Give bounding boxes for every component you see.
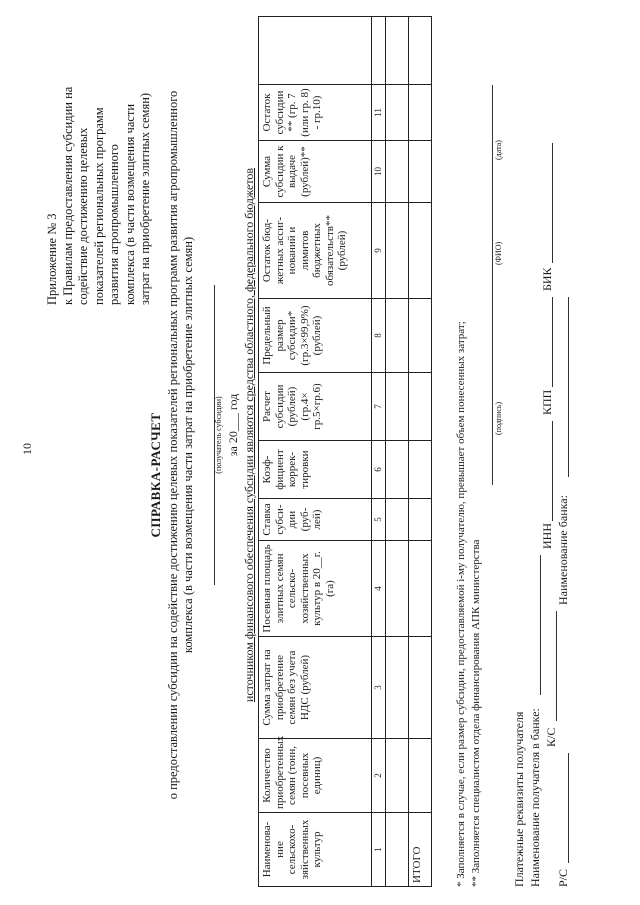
- subtitle-line: комплекса (в части возмещения части затрат на приобретение элитных семян): [181, 236, 195, 654]
- appendix-heading: Приложение № 3: [45, 213, 59, 305]
- header-cell: Предельный размер субсидии* (гр.3×99,9%) (рублей): [259, 299, 372, 373]
- appendix-line: комплекса (в части возмещения части: [122, 103, 137, 305]
- document-subtitle: [166, 45, 196, 845]
- fio-caption: (ФИО): [494, 241, 503, 265]
- appendix-line: развития агропромышленного: [107, 144, 121, 305]
- header-cell: Остаток субсидии ** (гр. 7 (или гр. 8) - гр.10): [259, 85, 372, 141]
- date-caption: (дата): [494, 140, 503, 160]
- number-cell: 3: [372, 637, 386, 739]
- header-cell: Ставка субси-дии (руб-лей): [259, 499, 372, 541]
- appendix-line: затрат на приобретение элитных семян): [138, 92, 152, 305]
- header-cell: Сумма затрат на приобретение семян без учета НДС (рублей): [259, 637, 372, 739]
- table-row: [385, 17, 408, 887]
- header-cell: Остаток бюд-жетных ассиг-нований и лимитов бюджетных обязательств** (рублей): [259, 203, 372, 299]
- number-cell: 2: [372, 739, 386, 813]
- header-cell: Коэф-фициент коррек-тировки: [259, 441, 372, 499]
- appendix-line: показателей региональных программ: [91, 107, 106, 305]
- number-cell: 10: [372, 141, 386, 203]
- bik-label: БИК: [540, 267, 554, 291]
- recipient-caption: (получатель субсидии): [214, 396, 223, 474]
- header-cell: Сумма субсидии к выдаче (рублей)**: [259, 141, 372, 203]
- number-cell-empty: [372, 17, 386, 85]
- bik-blank: [540, 143, 553, 263]
- kpp-label: КПП: [540, 389, 554, 415]
- footnote-1: * Заполняется в случае, если размер субсидии, предоставляемой i-му получателю, превышает объем понесенных затрат;: [455, 321, 467, 887]
- rs-blank: [556, 753, 569, 863]
- number-cell: 1: [372, 813, 386, 887]
- header-cell: Посевная площадь элитных семян сельско-хозяйственных культур в 20__г.(га): [259, 541, 372, 637]
- table-header-row: [259, 17, 372, 887]
- calculation-table: [258, 16, 432, 887]
- header-cell: Количество приобретенных семян (тонн, посевных единиц): [259, 739, 372, 813]
- number-cell: 7: [372, 373, 386, 441]
- document-title: СПРАВКА-РАСЧЕТ: [148, 412, 163, 538]
- number-cell: 4: [372, 541, 386, 637]
- total-label: ИТОГО: [408, 813, 431, 887]
- table-total-row: [408, 17, 431, 887]
- inn-blank: [540, 421, 553, 521]
- signature-caption: (подпись): [494, 401, 503, 435]
- header-cell: Наименова-ние сельскохо-зяйственных культур: [259, 813, 372, 887]
- header-cell: Расчет субсидии (рублей) (гр.4× гр.5×гр.6): [259, 373, 372, 441]
- bank-name-label: Наименование получателя в банке:: [528, 708, 542, 887]
- footnote-2: ** Заполняется специалистом отдела финансирования АПК министерства: [470, 539, 482, 887]
- kpp-blank: [540, 297, 553, 387]
- extra-empty-column: [259, 17, 372, 85]
- appendix-line: содействие достижению целевых: [76, 127, 90, 305]
- bank-blank: [556, 297, 569, 477]
- ks-blank: [544, 611, 557, 721]
- period-line: за 20___ год: [226, 393, 240, 457]
- bank-name-blank: [528, 555, 541, 695]
- requisites-title: Платежные реквизиты получателя: [512, 711, 526, 887]
- number-cell: 5: [372, 499, 386, 541]
- rs-label: Р/С: [556, 868, 570, 887]
- signature-line: [482, 85, 493, 485]
- ks-label: К/С: [544, 727, 558, 747]
- table-number-row: [372, 17, 386, 887]
- subtitle-line: о предоставлении субсидии на содействие достижению целевых показателей региональных программ развития агропромышленного: [166, 90, 180, 800]
- page-number: 10: [20, 443, 34, 455]
- funding-source-line: источником финансового обеспечения субсидии являются средства областного, федерального бюджетов: [242, 167, 256, 703]
- appendix-line: к Правилам предоставления субсидии на: [60, 86, 75, 305]
- appendix-block: [45, 15, 154, 305]
- number-cell: 9: [372, 203, 386, 299]
- bank-label: Наименование банка:: [556, 495, 570, 605]
- number-cell: 8: [372, 299, 386, 373]
- number-cell: 6: [372, 441, 386, 499]
- inn-label: ИНН: [540, 523, 554, 549]
- number-cell: 11: [372, 85, 386, 141]
